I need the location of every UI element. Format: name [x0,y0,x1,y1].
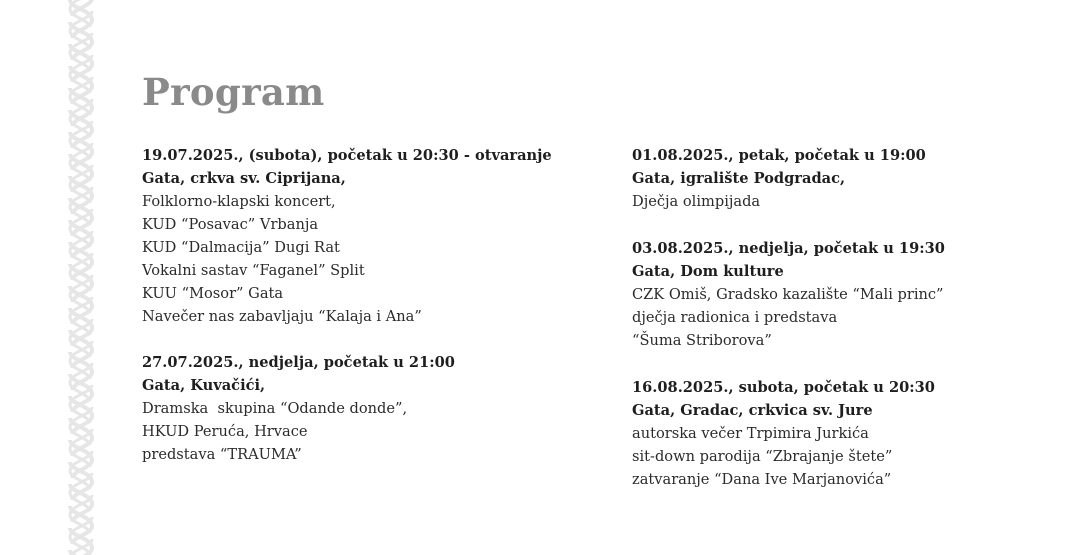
event-detail: Folklorno-klapski koncert, [142,193,336,210]
event-detail: Navečer nas zabavljaju “Kalaja i Ana” [142,308,422,325]
program-column-right [632,144,1052,491]
event-block [142,351,592,466]
event-block [632,144,1052,213]
event-detail: “Šuma Striborova” [632,332,772,349]
event-block [632,237,1052,352]
event-block [142,144,592,328]
event-location: Gata, igralište Podgradac, [632,170,846,187]
event-detail: dječja radionica i predstava [632,309,838,326]
event-date-line: 01.08.2025., petak, početak u 19:00 [632,147,926,164]
event-date-line: 27.07.2025., nedjelja, početak u 21:00 [142,354,455,371]
event-date-line: 03.08.2025., nedjelja, početak u 19:30 [632,240,945,257]
event-detail: predstava “TRAUMA” [142,446,302,463]
event-location: Gata, Gradac, crkvica sv. Jure [632,402,873,419]
event-date-line: 19.07.2025., (subota), početak u 20:30 - otvaranje [142,147,552,164]
event-location: Gata, Kuvačići, [142,377,266,394]
braided-rope-border-icon [64,0,98,555]
event-date-line: 16.08.2025., subota, početak u 20:30 [632,379,935,396]
event-detail: Dramska skupina “Odande donde”, [142,400,408,417]
event-detail: KUU “Mosor” Gata [142,285,284,302]
event-detail: autorska večer Trpimira Jurkića [632,425,869,442]
event-detail: HKUD Peruća, Hrvace [142,423,308,440]
program-column-left [142,144,592,466]
event-location: Gata, crkva sv. Ciprijana, [142,170,346,187]
event-detail: CZK Omiš, Gradsko kazalište “Mali princ” [632,286,944,303]
event-location: Gata, Dom kulture [632,263,784,280]
event-detail: sit-down parodija “Zbrajanje štete” [632,448,893,465]
event-detail: KUD “Dalmacija” Dugi Rat [142,239,340,256]
event-detail: Vokalni sastav “Faganel” Split [142,262,365,279]
event-detail: KUD “Posavac” Vrbanja [142,216,319,233]
event-detail: Dječja olimpijada [632,193,761,210]
event-block [632,376,1052,491]
page-title: Program [142,70,325,114]
event-detail: zatvaranje “Dana Ive Marjanovića” [632,471,892,488]
